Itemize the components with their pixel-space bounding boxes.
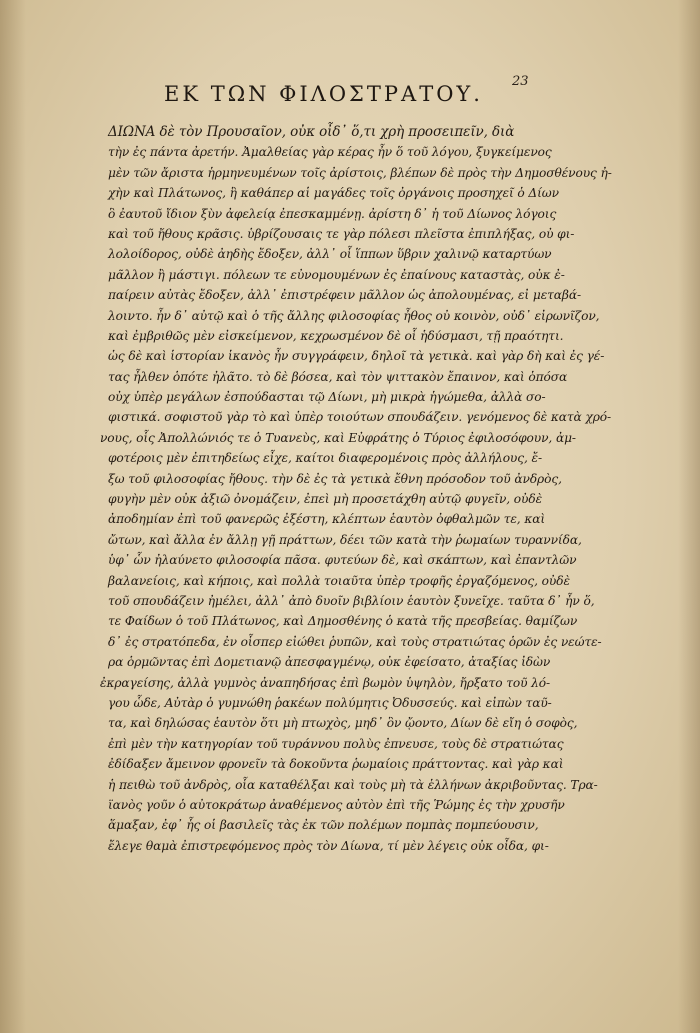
text-line: τας ἦλθεν ὁπότε ἠλᾶτο. τὸ δὲ βόσεα, καὶ τὸν ψιττακὸν ἔπαινον, καὶ ὁπόσα xyxy=(108,369,568,384)
text-line: ἐδίδαξεν ἄμεινον φρονεῖν τὰ δοκοῦντα ῥωμαίοις πράττοντας. καὶ γὰρ καὶ xyxy=(108,757,564,772)
text-line: ξω τοῦ φιλοσοφίας ἤθους. τὴν δὲ ἐς τὰ γετικὰ ἔθνη πρόσοδον τοῦ ἀνδρὸς, xyxy=(108,471,562,486)
text-line: φυγὴν μὲν οὐκ ἀξιῶ ὀνομάζειν, ἐπεὶ μὴ προσετάχθη αὐτῷ φυγεῖν, οὐδὲ xyxy=(108,492,543,507)
text-line: ὃ ἐαυτοῦ ἴδιον ξὺν ἀφελείᾳ ἐπεσκαμμένῃ. ἀρίστη δ᾽ ἡ τοῦ Δίωνος λόγοις xyxy=(108,206,557,221)
text-line: ὑφ᾽ ὧν ἠλαύνετο φιλοσοφία πᾶσα. φυτεύων δὲ, καὶ σκάπτων, καὶ ἐπαντλῶν xyxy=(108,553,577,568)
text-line: ἐπὶ μὲν τὴν κατηγορίαν τοῦ τυράννου πολὺς ἐπνευσε, τοὺς δὲ στρατιώτας xyxy=(108,736,564,751)
page-number: 23 xyxy=(512,74,529,89)
text-line: τοῦ σπουδάζειν ἠμέλει, ἀλλ᾽ ἀπὸ δυοῖν βιβλίοιν ἑαυτὸν ξυνεῖχε. ταῦτα δ᾽ ἦν ὅ, xyxy=(108,593,595,608)
text-line: γου ὧδε, Αὐτὰρ ὁ γυμνώθη ῥακέων πολύμητις Ὀδυσσεύς. καὶ εἰπὼν ταῦ- xyxy=(108,695,552,710)
text-line: καὶ ἐμβριθῶς μὲν εἰσκείμενον, κεχρωσμένον δὲ οἷ ἡδύσμασι, τῇ πραότητι. xyxy=(108,328,564,343)
text-line: ἅμαξαν, ἐφ᾽ ἧς οἱ βασιλεῖς τὰς ἐκ τῶν πολέμων πομπὰς πομπεύουσιν, xyxy=(108,818,539,833)
text-line: ρα ὁρμῶντας ἐπὶ Δομετιανῷ ἀπεσφαγμένῳ, οὐκ ἐφείσατο, ἀταξίας ἰδὼν xyxy=(108,655,551,670)
text-line: ἀποδημίαν ἐπὶ τοῦ φανερῶς ἐξέστη, κλέπτων ἑαυτὸν ὀφθαλμῶν τε, καὶ xyxy=(108,512,546,527)
body-text xyxy=(100,122,612,856)
text-line: φοτέροις μὲν ἐπιτηδείως εἶχε, καίτοι διαφερομένοις πρὸς ἀλλήλους, ἔ- xyxy=(108,451,542,466)
text-line: μᾶλλον ἢ μάστιγι. πόλεων τε εὐνομουμένων ἐς ἐπαίνους καταστὰς, οὐκ ἐ- xyxy=(108,267,565,282)
text-line: ἔλεγε θαμὰ ἐπιστρεφόμενος πρὸς τὸν Δίωνα, τί μὲν λέγεις οὐκ οἶδα, φι- xyxy=(108,838,549,853)
text-line: οὐχ ὑπὲρ μεγάλων ἐσπούδασται τῷ Δίωνι, μὴ μικρὰ ἡγώμεθα, ἀλλὰ σο- xyxy=(108,390,546,405)
text-line: ϊανὸς γοῦν ὁ αὐτοκράτωρ ἀναθέμενος αὐτὸν ἐπὶ τῆς Ῥώμης ἐς τὴν χρυσῆν xyxy=(108,797,565,812)
text-line: χὴν καὶ Πλάτωνος, ἣ καθάπερ αἱ μαγάδες τοῖς ὀργάνοις προσηχεῖ ὁ Δίων xyxy=(108,186,559,201)
text-line: παίρειν αὐτὰς ἔδοξεν, ἀλλ᾽ ἐπιστρέφειν μᾶλλον ὡς ἀπολουμένας, εἰ μεταβά- xyxy=(108,288,581,303)
text-line: νους, οἷς Ἀπολλώνιός τε ὁ Τυανεὺς, καὶ Εὐφράτης ὁ Τύριος ἐφιλοσόφουν, ἀμ- xyxy=(100,430,576,445)
text-line: φιστικά. σοφιστοῦ γὰρ τὸ καὶ ὑπὲρ τοιούτων σπουδάζειν. γενόμενος δὲ κατὰ χρό- xyxy=(108,410,612,425)
text-line: ἡ πειθὼ τοῦ ἀνδρὸς, οἷα καταθέλξαι καὶ τοὺς μὴ τὰ ἑλλήνων ἀκριβοῦντας. Τρα- xyxy=(108,777,598,792)
text-line: τὴν ἐς πάντα ἀρετήν. Ἀμαλθείας γὰρ κέρας ἦν ὅ τοῦ λόγου, ξυγκείμενος xyxy=(108,145,552,160)
text-line: λοιντο. ἦν δ᾽ αὐτῷ καὶ ὁ τῆς ἄλλης φιλοσοφίας ἦθος οὐ κοινὸν, οὐδ᾽ εἰρωνῖζον, xyxy=(108,308,600,323)
text-line: ὤτων, καὶ ἄλλα ἐν ἄλλῃ γῇ πράττων, δέει τῶν κατὰ τὴν ῥωμαίων τυραννίδα, xyxy=(108,532,582,547)
text-line: τα, καὶ δηλώσας ἑαυτὸν ὅτι μὴ πτωχὸς, μηδ᾽ ὃν ᾤοντο, Δίων δὲ εἴη ὁ σοφὸς, xyxy=(108,716,578,731)
text-line: καὶ τοῦ ἤθους κρᾶσις. ὑβρίζουσαις τε γὰρ πόλεσι πλεῖστα ἐπιπλήξας, οὐ φι- xyxy=(108,226,575,241)
text-line: ἐκραγείσης, ἀλλὰ γυμνὸς ἀναπηδήσας ἐπὶ βωμὸν ὑψηλὸν, ἤρξατο τοῦ λό- xyxy=(100,675,551,690)
running-head: ΕΚ ΤΩΝ ΦΙΛΟΣΤΡΑΤΟΥ. xyxy=(164,82,483,106)
text-line: ΔΙΩΝΑ δὲ τὸν Προυσαῖον, οὐκ οἶδ᾽ ὅ,τι χρὴ προσειπεῖν, διὰ xyxy=(108,124,515,140)
text-line: δ᾽ ἐς στρατόπεδα, ἐν οἷσπερ εἰώθει ῥυπῶν, καὶ τοὺς στρατιώτας ὁρῶν ἐς νεώτε- xyxy=(108,634,602,649)
text-line: τε Φαίδων ὁ τοῦ Πλάτωνος, καὶ Δημοσθένης ὁ κατὰ τῆς πρεσβείας. θαμίζων xyxy=(108,614,578,629)
text-line: μὲν τῶν ἄριστα ἡρμηνευμένων τοῖς ἀρίστοις, βλέπων δὲ πρὸς τὴν Δημοσθένους ἠ- xyxy=(108,165,612,180)
text-line: ὡς δὲ καὶ ἱστορίαν ἱκανὸς ἦν συγγράφειν, δηλοῖ τὰ γετικὰ. καὶ γὰρ δὴ καὶ ἐς γέ- xyxy=(108,349,605,364)
text-line: λολοίδορος, οὐδὲ ἀηδὴς ἔδοξεν, ἀλλ᾽ οἷ ἵππων ὕβριν χαλινῷ καταρτύων xyxy=(108,247,552,262)
text-line: βαλανείοις, καὶ κήποις, καὶ πολλὰ τοιαῦτα ὑπὲρ τροφῆς ἐργαζόμενος, οὐδὲ xyxy=(108,573,570,588)
